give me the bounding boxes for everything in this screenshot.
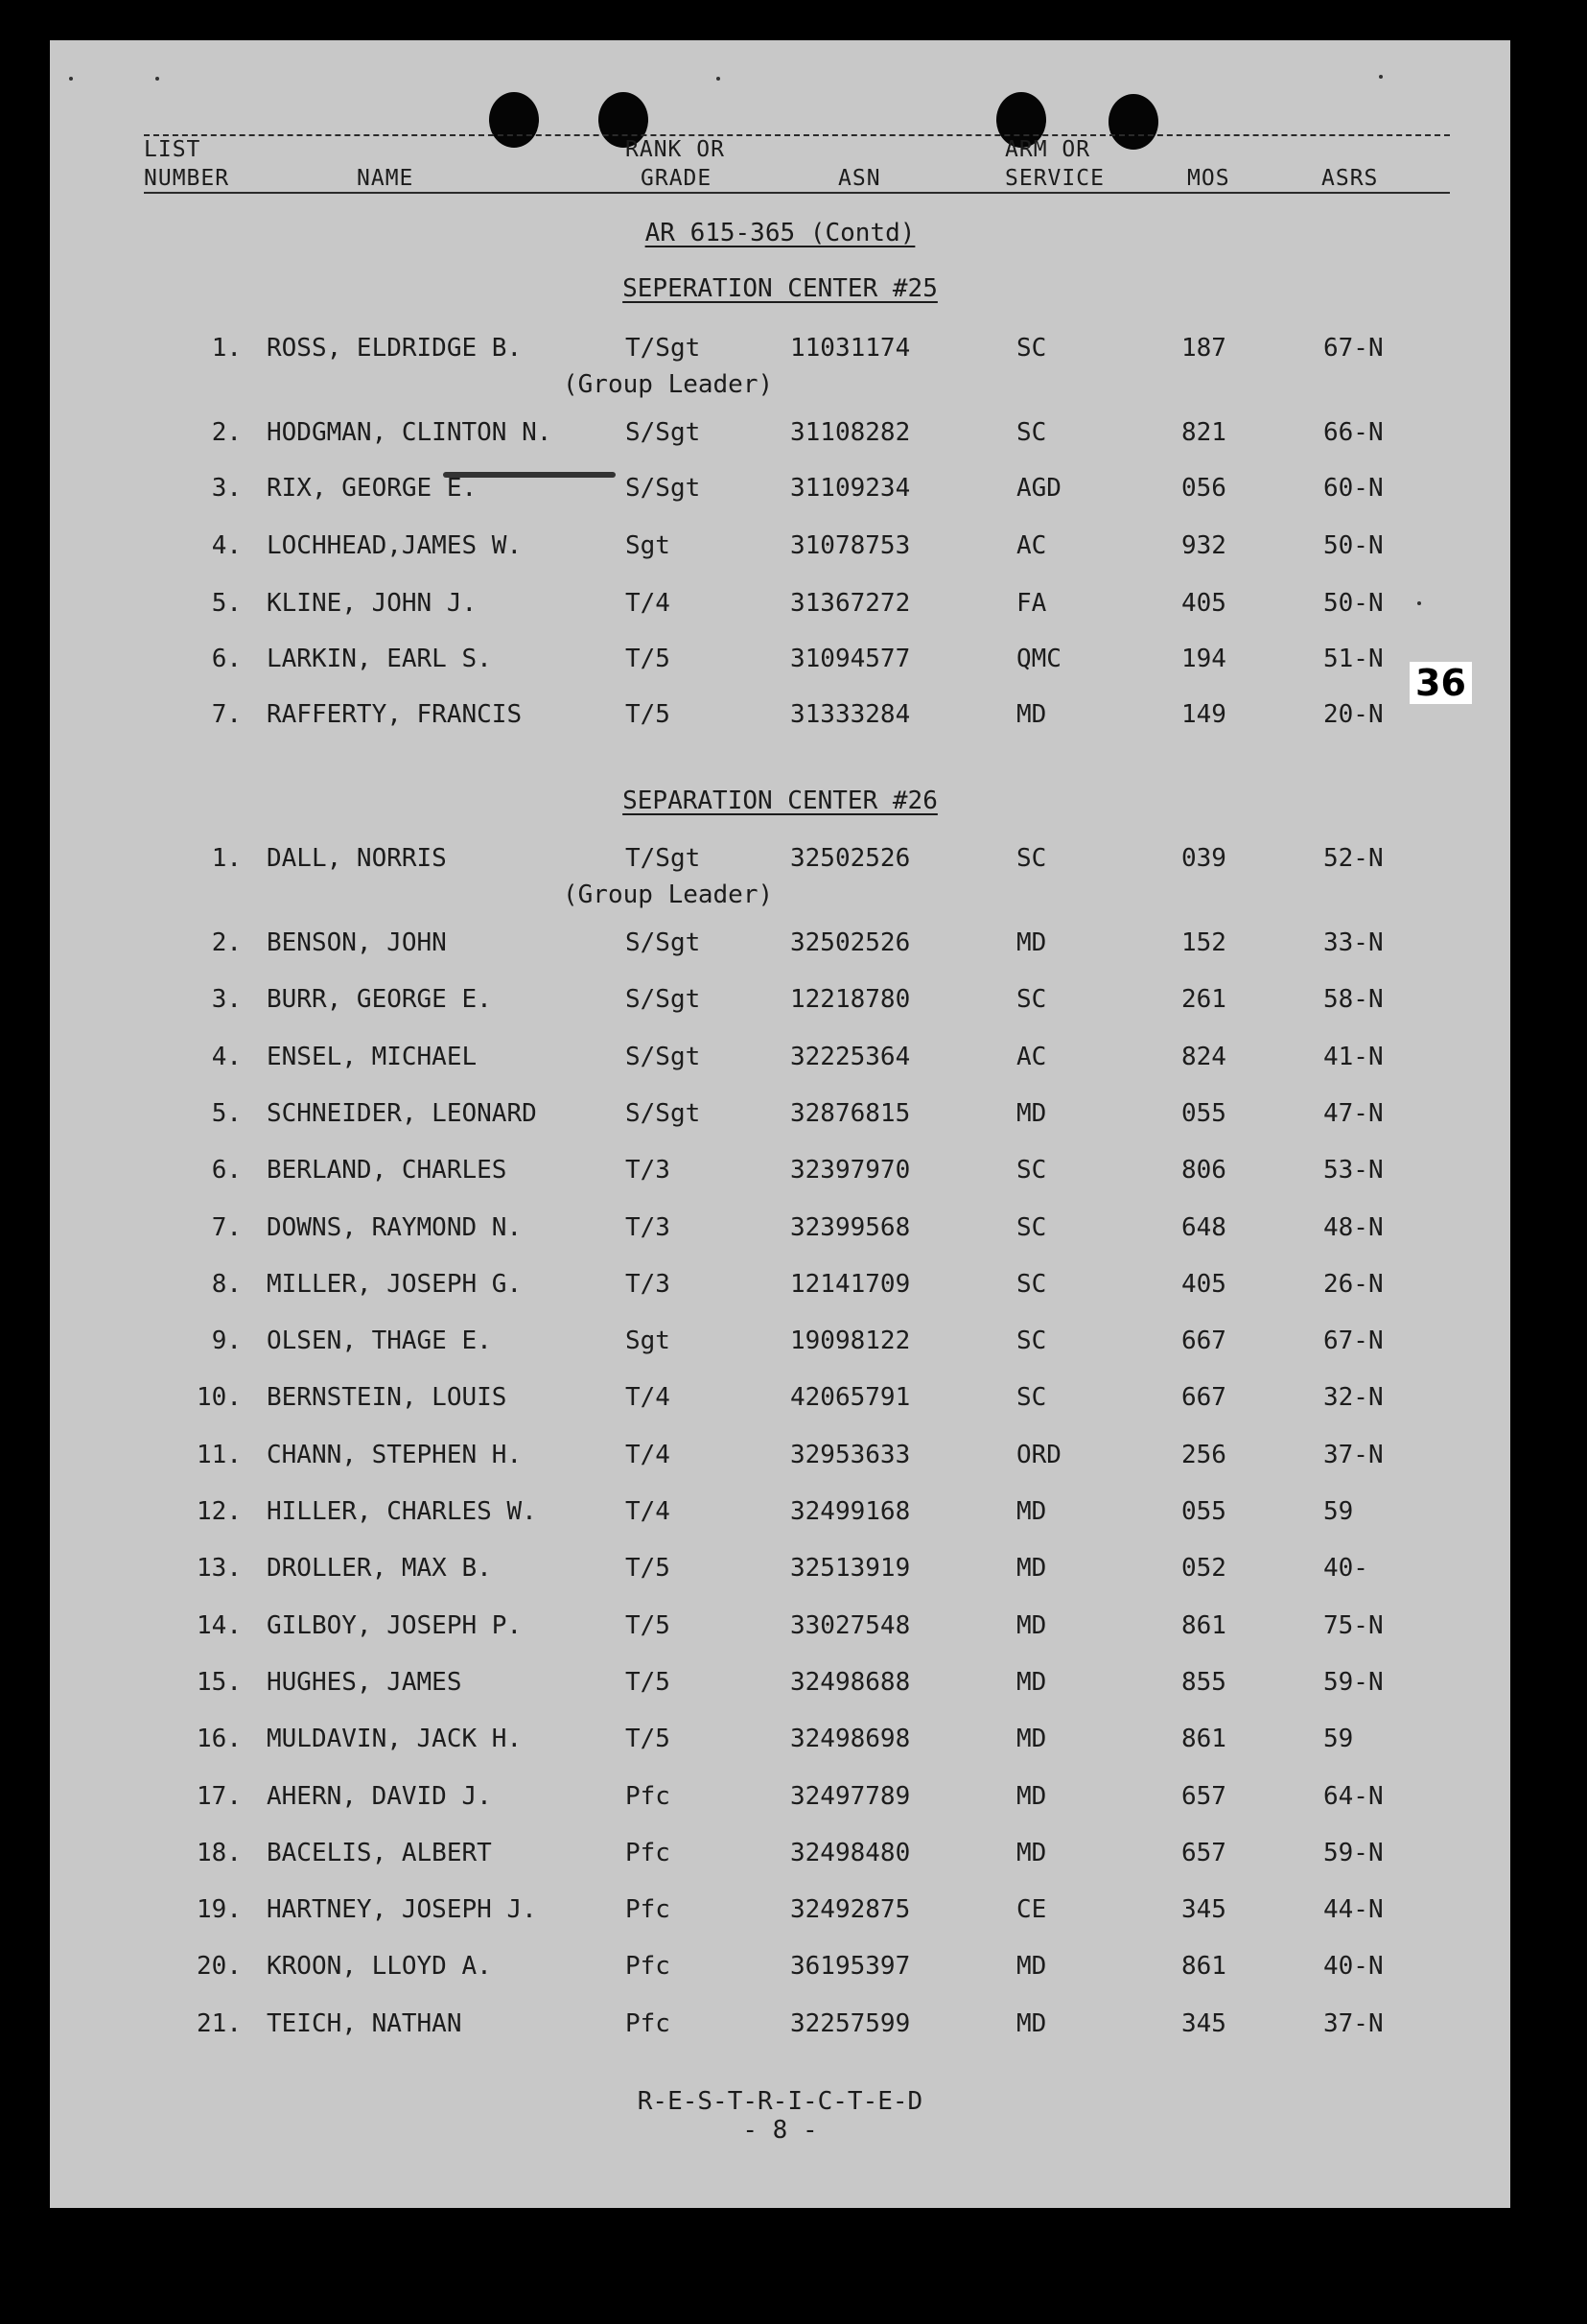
soldier-name-cell: DROLLER, MAX B.	[267, 1554, 492, 1583]
arm-service-cell: SC	[1016, 334, 1047, 363]
table-row	[50, 589, 1510, 627]
rank-grade-cell: S/Sgt	[625, 474, 701, 503]
asn-cell: 32876815	[790, 1099, 911, 1128]
soldier-name-cell: BURR, GEORGE E.	[267, 985, 492, 1014]
rank-grade-cell: T/5	[625, 1611, 670, 1640]
soldier-name-cell: CHANN, STEPHEN H.	[267, 1441, 523, 1469]
asrs-cell: 40-N	[1323, 1952, 1384, 1981]
soldier-name-cell: HODGMAN, CLINTON N.	[267, 418, 552, 447]
asrs-cell: 58-N	[1323, 985, 1384, 1014]
rank-grade-cell: Pfc	[625, 1952, 670, 1981]
arm-service-cell: MD	[1016, 928, 1047, 957]
mos-cell: 667	[1181, 1326, 1226, 1355]
asrs-cell: 75-N	[1323, 1611, 1384, 1640]
soldier-name-cell: BERLAND, CHARLES	[267, 1156, 507, 1185]
header-list-number-2: NUMBER	[144, 166, 230, 191]
list-number-cell: 3.	[211, 474, 242, 503]
rank-grade-cell: S/Sgt	[625, 1043, 701, 1071]
rank-grade-cell: Sgt	[625, 531, 670, 560]
group-leader-note: (Group Leader)	[563, 880, 774, 909]
arm-service-cell: AC	[1016, 1043, 1047, 1071]
list-number-cell: 19.	[197, 1895, 242, 1924]
asrs-cell: 32-N	[1323, 1383, 1384, 1412]
header-arm-1: ARM OR	[1005, 137, 1091, 162]
mos-cell: 667	[1181, 1383, 1226, 1412]
table-row	[50, 928, 1510, 967]
table-row	[50, 1156, 1510, 1194]
list-number-cell: 2.	[211, 418, 242, 447]
header-bottom-rule	[144, 192, 1450, 194]
list-number-cell: 6.	[211, 1156, 242, 1185]
asrs-cell: 41-N	[1323, 1043, 1384, 1071]
list-number-cell: 3.	[211, 985, 242, 1014]
list-number-cell: 15.	[197, 1668, 242, 1697]
header-top-rule	[144, 134, 1450, 136]
arm-service-cell: AC	[1016, 531, 1047, 560]
soldier-name-cell: KROON, LLOYD A.	[267, 1952, 492, 1981]
list-number-cell: 16.	[197, 1725, 242, 1753]
asrs-cell: 64-N	[1323, 1782, 1384, 1811]
arm-service-cell: SC	[1016, 1270, 1047, 1299]
asn-cell: 32502526	[790, 844, 911, 873]
asrs-cell: 51-N	[1323, 645, 1384, 673]
soldier-name-cell: ENSEL, MICHAEL	[267, 1043, 478, 1071]
arm-service-cell: QMC	[1016, 645, 1062, 673]
arm-service-cell: MD	[1016, 1611, 1047, 1640]
table-row	[50, 1554, 1510, 1592]
table-row	[50, 844, 1510, 909]
asn-cell: 31094577	[790, 645, 911, 673]
arm-service-cell: MD	[1016, 1952, 1047, 1981]
asrs-cell: 66-N	[1323, 418, 1384, 447]
section-title-26: SEPARATION CENTER #26	[622, 786, 938, 815]
rank-grade-cell: T/5	[625, 1668, 670, 1697]
asn-cell: 12141709	[790, 1270, 911, 1299]
mos-cell: 657	[1181, 1839, 1226, 1867]
rank-grade-cell: T/5	[625, 700, 670, 729]
asn-cell: 33027548	[790, 1611, 911, 1640]
rank-grade-cell: T/Sgt	[625, 334, 701, 363]
asrs-cell: 37-N	[1323, 2009, 1384, 2038]
mos-cell: 055	[1181, 1099, 1226, 1128]
soldier-name-cell: RAFFERTY, FRANCIS	[267, 700, 523, 729]
list-number-cell: 12.	[197, 1497, 242, 1526]
soldier-name-cell: OLSEN, THAGE E.	[267, 1326, 492, 1355]
list-number-cell: 7.	[211, 1213, 242, 1242]
list-number-cell: 18.	[197, 1839, 242, 1867]
table-row	[50, 1952, 1510, 1990]
arm-service-cell: MD	[1016, 1099, 1047, 1128]
asn-cell: 32498688	[790, 1668, 911, 1697]
asrs-cell: 67-N	[1323, 334, 1384, 363]
asrs-cell: 59	[1323, 1497, 1354, 1526]
list-number-cell: 10.	[197, 1383, 242, 1412]
asrs-cell: 48-N	[1323, 1213, 1384, 1242]
table-row	[50, 1611, 1510, 1650]
asn-cell: 32953633	[790, 1441, 911, 1469]
asn-cell: 31333284	[790, 700, 911, 729]
regulation-title: AR 615-365 (Contd)	[644, 219, 916, 247]
asn-cell: 32492875	[790, 1895, 911, 1924]
asrs-cell: 59-N	[1323, 1668, 1384, 1697]
list-number-cell: 21.	[197, 2009, 242, 2038]
soldier-name-cell: MULDAVIN, JACK H.	[267, 1725, 523, 1753]
asn-cell: 32257599	[790, 2009, 911, 2038]
table-row	[50, 334, 1510, 399]
table-row	[50, 1441, 1510, 1479]
soldier-name-cell: KLINE, JOHN J.	[267, 589, 478, 618]
table-row	[50, 1326, 1510, 1365]
list-number-cell: 1.	[211, 334, 242, 363]
mos-cell: 261	[1181, 985, 1226, 1014]
soldier-name-cell: LARKIN, EARL S.	[267, 645, 492, 673]
list-number-cell: 7.	[211, 700, 242, 729]
asn-cell: 31109234	[790, 474, 911, 503]
header-asrs: ASRS	[1321, 166, 1379, 191]
table-row	[50, 1725, 1510, 1763]
arm-service-cell: MD	[1016, 1782, 1047, 1811]
mos-cell: 052	[1181, 1554, 1226, 1583]
mos-cell: 861	[1181, 1952, 1226, 1981]
rank-grade-cell: S/Sgt	[625, 418, 701, 447]
table-row	[50, 645, 1510, 683]
mos-cell: 345	[1181, 1895, 1226, 1924]
asn-cell: 32397970	[790, 1156, 911, 1185]
mos-cell: 056	[1181, 474, 1226, 503]
mos-cell: 657	[1181, 1782, 1226, 1811]
mos-cell: 861	[1181, 1725, 1226, 1753]
speck	[155, 77, 159, 81]
mos-cell: 821	[1181, 418, 1226, 447]
table-row	[50, 531, 1510, 570]
list-number-cell: 6.	[211, 645, 242, 673]
arm-service-cell: CE	[1016, 1895, 1047, 1924]
classification-marking: R-E-S-T-R-I-C-T-E-D	[637, 2087, 923, 2116]
table-row	[50, 1383, 1510, 1421]
asrs-cell: 40-	[1323, 1554, 1368, 1583]
asrs-cell: 50-N	[1323, 531, 1384, 560]
rank-grade-cell: T/5	[625, 645, 670, 673]
header-mos: MOS	[1187, 166, 1230, 191]
asn-cell: 32499168	[790, 1497, 911, 1526]
arm-service-cell: MD	[1016, 700, 1047, 729]
mos-cell: 149	[1181, 700, 1226, 729]
asrs-cell: 59	[1323, 1725, 1354, 1753]
arm-service-cell: MD	[1016, 1725, 1047, 1753]
soldier-name-cell: LOCHHEAD,JAMES W.	[267, 531, 523, 560]
arm-service-cell: FA	[1016, 589, 1047, 618]
soldier-name-cell: RIX, GEORGE E.	[267, 474, 478, 503]
asrs-cell: 60-N	[1323, 474, 1384, 503]
asn-cell: 32513919	[790, 1554, 911, 1583]
soldier-name-cell: GILBOY, JOSEPH P.	[267, 1611, 523, 1640]
arm-service-cell: SC	[1016, 418, 1047, 447]
rank-grade-cell: S/Sgt	[625, 928, 701, 957]
list-number-cell: 2.	[211, 928, 242, 957]
asn-cell: 42065791	[790, 1383, 911, 1412]
asrs-cell: 33-N	[1323, 928, 1384, 957]
asrs-cell: 20-N	[1323, 700, 1384, 729]
table-row	[50, 474, 1510, 512]
rank-grade-cell: Sgt	[625, 1326, 670, 1355]
table-row	[50, 1895, 1510, 1934]
asrs-cell: 59-N	[1323, 1839, 1384, 1867]
list-number-cell: 20.	[197, 1952, 242, 1981]
table-row	[50, 1270, 1510, 1308]
list-number-cell: 17.	[197, 1782, 242, 1811]
asn-cell: 31367272	[790, 589, 911, 618]
header-asn: ASN	[838, 166, 881, 191]
soldier-name-cell: BERNSTEIN, LOUIS	[267, 1383, 507, 1412]
table-row	[50, 700, 1510, 739]
mos-cell: 055	[1181, 1497, 1226, 1526]
soldier-name-cell: HARTNEY, JOSEPH J.	[267, 1895, 537, 1924]
soldier-name-cell: BENSON, JOHN	[267, 928, 447, 957]
group-leader-note: (Group Leader)	[563, 370, 774, 399]
list-number-cell: 13.	[197, 1554, 242, 1583]
asn-cell: 19098122	[790, 1326, 911, 1355]
rank-grade-cell: T/4	[625, 1441, 670, 1469]
table-row	[50, 418, 1510, 457]
list-number-cell: 5.	[211, 589, 242, 618]
rank-grade-cell: T/Sgt	[625, 844, 701, 873]
rank-grade-cell: T/3	[625, 1213, 670, 1242]
list-number-cell: 4.	[211, 531, 242, 560]
asn-cell: 31078753	[790, 531, 911, 560]
soldier-name-cell: ROSS, ELDRIDGE B.	[267, 334, 523, 363]
mos-cell: 039	[1181, 844, 1226, 873]
asrs-cell: 37-N	[1323, 1441, 1384, 1469]
rank-grade-cell: T/3	[625, 1270, 670, 1299]
list-number-cell: 9.	[211, 1326, 242, 1355]
table-row	[50, 1043, 1510, 1081]
mos-cell: 861	[1181, 1611, 1226, 1640]
rank-grade-cell: Pfc	[625, 1839, 670, 1867]
asrs-cell: 53-N	[1323, 1156, 1384, 1185]
header-name: NAME	[357, 166, 414, 191]
asn-cell: 36195397	[790, 1952, 911, 1981]
mos-cell: 405	[1181, 1270, 1226, 1299]
list-number-cell: 8.	[211, 1270, 242, 1299]
rank-grade-cell: S/Sgt	[625, 1099, 701, 1128]
asn-cell: 32225364	[790, 1043, 911, 1071]
list-number-cell: 5.	[211, 1099, 242, 1128]
asrs-cell: 50-N	[1323, 589, 1384, 618]
rank-grade-cell: T/3	[625, 1156, 670, 1185]
mos-cell: 405	[1181, 589, 1226, 618]
arm-service-cell: SC	[1016, 1213, 1047, 1242]
soldier-name-cell: BACELIS, ALBERT	[267, 1839, 492, 1867]
rank-grade-cell: S/Sgt	[625, 985, 701, 1014]
list-number-cell: 4.	[211, 1043, 242, 1071]
table-row	[50, 1668, 1510, 1706]
rank-grade-cell: Pfc	[625, 1782, 670, 1811]
soldier-name-cell: DOWNS, RAYMOND N.	[267, 1213, 523, 1242]
table-row	[50, 1782, 1510, 1820]
arm-service-cell: SC	[1016, 1383, 1047, 1412]
header-list-number-1: LIST	[144, 137, 201, 162]
side-page-number: 36	[1410, 662, 1472, 704]
table-row	[50, 985, 1510, 1023]
rank-grade-cell: T/4	[625, 1497, 670, 1526]
arm-service-cell: MD	[1016, 1497, 1047, 1526]
speck	[1379, 75, 1383, 79]
mos-cell: 824	[1181, 1043, 1226, 1071]
arm-service-cell: SC	[1016, 985, 1047, 1014]
asrs-cell: 26-N	[1323, 1270, 1384, 1299]
header-rank-2: GRADE	[641, 166, 712, 191]
list-number-cell: 14.	[197, 1611, 242, 1640]
soldier-name-cell: SCHNEIDER, LEONARD	[267, 1099, 537, 1128]
soldier-name-cell: HILLER, CHARLES W.	[267, 1497, 537, 1526]
table-row	[50, 1839, 1510, 1877]
mos-cell: 194	[1181, 645, 1226, 673]
soldier-name-cell: HUGHES, JAMES	[267, 1668, 462, 1697]
mos-cell: 256	[1181, 1441, 1226, 1469]
speck	[69, 77, 73, 81]
asn-cell: 11031174	[790, 334, 911, 363]
arm-service-cell: MD	[1016, 1839, 1047, 1867]
asrs-cell: 67-N	[1323, 1326, 1384, 1355]
asn-cell: 32497789	[790, 1782, 911, 1811]
arm-service-cell: SC	[1016, 1156, 1047, 1185]
table-row	[50, 1497, 1510, 1536]
table-row	[50, 1099, 1510, 1138]
asrs-cell: 44-N	[1323, 1895, 1384, 1924]
asn-cell: 32399568	[790, 1213, 911, 1242]
punch-hole	[489, 92, 539, 148]
rank-grade-cell: T/4	[625, 1383, 670, 1412]
header-rank-1: RANK OR	[625, 137, 725, 162]
asrs-cell: 52-N	[1323, 844, 1384, 873]
soldier-name-cell: DALL, NORRIS	[267, 844, 447, 873]
arm-service-cell: ORD	[1016, 1441, 1062, 1469]
asrs-cell: 47-N	[1323, 1099, 1384, 1128]
table-row	[50, 2009, 1510, 2048]
mos-cell: 187	[1181, 334, 1226, 363]
mos-cell: 345	[1181, 2009, 1226, 2038]
punch-hole	[1109, 94, 1158, 150]
arm-service-cell: MD	[1016, 1668, 1047, 1697]
list-number-cell: 1.	[211, 844, 242, 873]
soldier-name-cell: TEICH, NATHAN	[267, 2009, 462, 2038]
page-number: - 8 -	[742, 2116, 818, 2145]
section-title-25: SEPERATION CENTER #25	[622, 274, 938, 303]
rank-grade-cell: Pfc	[625, 1895, 670, 1924]
header-arm-2: SERVICE	[1005, 166, 1105, 191]
soldier-name-cell: AHERN, DAVID J.	[267, 1782, 492, 1811]
arm-service-cell: SC	[1016, 1326, 1047, 1355]
mos-cell: 855	[1181, 1668, 1226, 1697]
asn-cell: 31108282	[790, 418, 911, 447]
asn-cell: 12218780	[790, 985, 911, 1014]
rank-grade-cell: T/5	[625, 1725, 670, 1753]
arm-service-cell: MD	[1016, 2009, 1047, 2038]
speck	[716, 77, 720, 81]
arm-service-cell: AGD	[1016, 474, 1062, 503]
table-row	[50, 1213, 1510, 1252]
rank-grade-cell: T/4	[625, 589, 670, 618]
document-page	[50, 40, 1510, 2208]
asn-cell: 32498698	[790, 1725, 911, 1753]
arm-service-cell: MD	[1016, 1554, 1047, 1583]
rank-grade-cell: T/5	[625, 1554, 670, 1583]
mos-cell: 932	[1181, 531, 1226, 560]
rank-grade-cell: Pfc	[625, 2009, 670, 2038]
asn-cell: 32498480	[790, 1839, 911, 1867]
asn-cell: 32502526	[790, 928, 911, 957]
mos-cell: 152	[1181, 928, 1226, 957]
soldier-name-cell: MILLER, JOSEPH G.	[267, 1270, 523, 1299]
arm-service-cell: SC	[1016, 844, 1047, 873]
list-number-cell: 11.	[197, 1441, 242, 1469]
mos-cell: 806	[1181, 1156, 1226, 1185]
mos-cell: 648	[1181, 1213, 1226, 1242]
